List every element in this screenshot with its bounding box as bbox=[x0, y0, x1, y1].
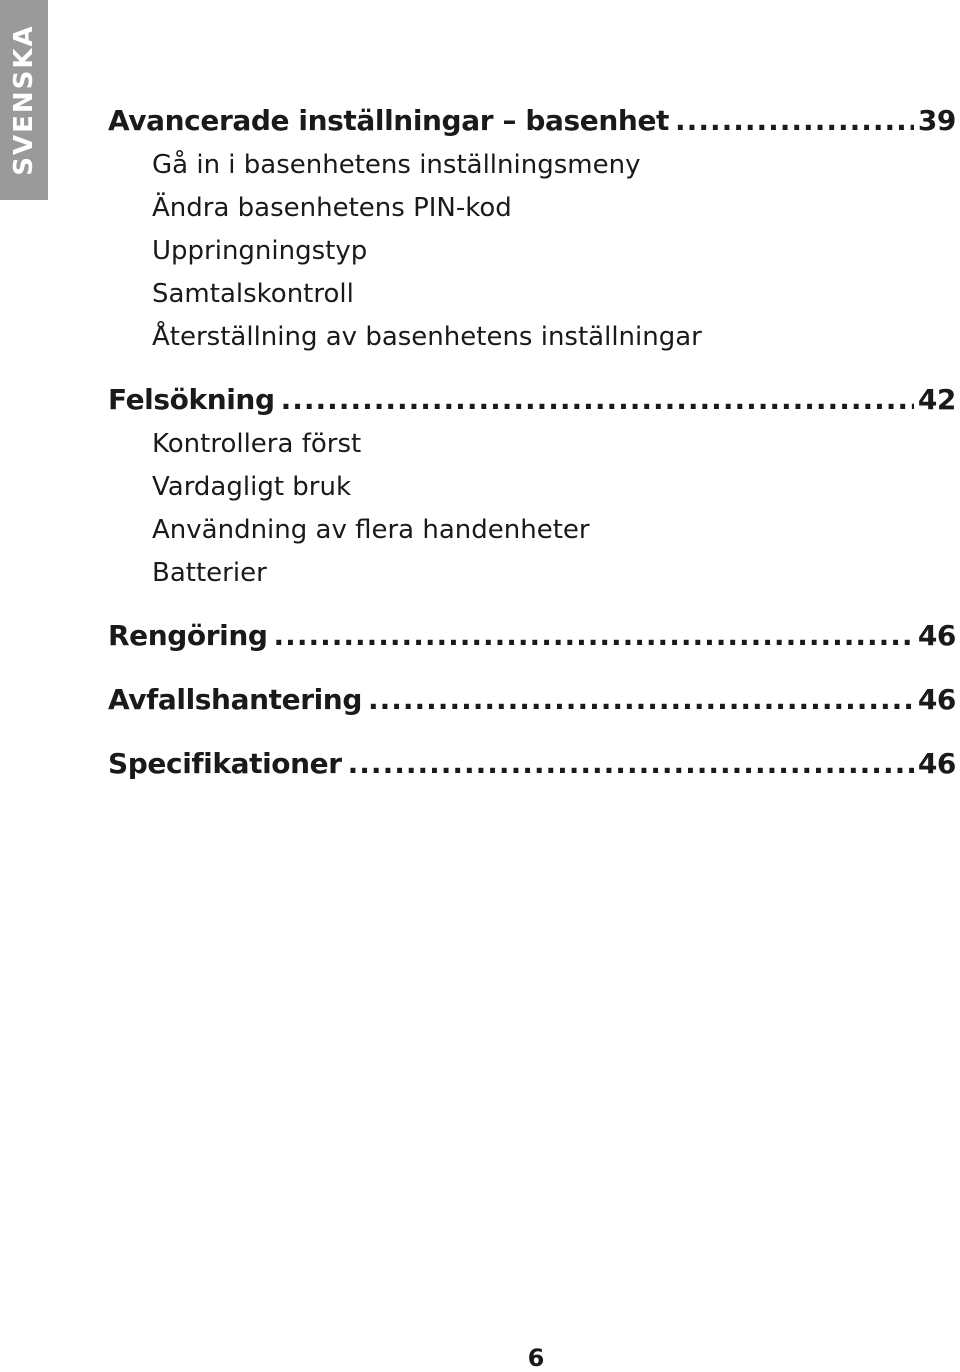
toc-heading-title: Specifikationer bbox=[108, 747, 342, 780]
toc-dot-leader bbox=[274, 613, 914, 659]
toc-sub-item[interactable]: Kontrollera först bbox=[152, 429, 362, 459]
toc-section bbox=[108, 677, 956, 723]
toc-sub-list bbox=[108, 144, 956, 359]
table-of-contents bbox=[108, 98, 956, 805]
toc-heading-title: Felsökning bbox=[108, 383, 275, 416]
language-tab-label: SVENSKA bbox=[9, 24, 39, 176]
toc-sub-item[interactable]: Uppringningstyp bbox=[152, 236, 368, 266]
toc-page-number: 42 bbox=[917, 383, 956, 416]
toc-page-number: 39 bbox=[917, 104, 956, 137]
toc-heading-title: Avfallshantering bbox=[108, 683, 362, 716]
toc-page-number: 46 bbox=[917, 747, 956, 780]
toc-section bbox=[108, 98, 956, 359]
toc-dot-leader bbox=[281, 377, 914, 423]
language-tab bbox=[0, 0, 48, 200]
toc-sub-item[interactable]: Gå in i basenhetens inställningsmeny bbox=[152, 150, 641, 180]
toc-sub-item[interactable]: Vardagligt bruk bbox=[152, 472, 352, 502]
toc-section bbox=[108, 613, 956, 659]
toc-sub-item[interactable]: Samtalskontroll bbox=[152, 279, 354, 309]
toc-section bbox=[108, 741, 956, 787]
toc-heading[interactable] bbox=[108, 98, 956, 144]
page-number: 6 bbox=[527, 1344, 545, 1372]
toc-sub-item[interactable]: Användning av flera handenheter bbox=[152, 515, 590, 545]
toc-heading-title: Rengöring bbox=[108, 619, 268, 652]
toc-heading[interactable] bbox=[108, 741, 956, 787]
toc-heading[interactable] bbox=[108, 377, 956, 423]
toc-sub-item[interactable]: Återställning av basenhetens inställningar bbox=[152, 322, 702, 352]
toc-section bbox=[108, 377, 956, 595]
toc-heading-title: Avancerade inställningar – basenhet bbox=[108, 104, 670, 137]
toc-heading[interactable] bbox=[108, 613, 956, 659]
toc-dot-leader bbox=[368, 677, 914, 723]
toc-page-number: 46 bbox=[917, 619, 956, 652]
toc-heading[interactable] bbox=[108, 677, 956, 723]
toc-dot-leader bbox=[675, 98, 914, 144]
toc-sub-list bbox=[108, 423, 956, 595]
toc-sub-item[interactable]: Batterier bbox=[152, 558, 267, 588]
toc-page-number: 46 bbox=[917, 683, 956, 716]
toc-dot-leader bbox=[348, 741, 914, 787]
toc-sub-item[interactable]: Ändra basenhetens PIN-kod bbox=[152, 193, 512, 223]
